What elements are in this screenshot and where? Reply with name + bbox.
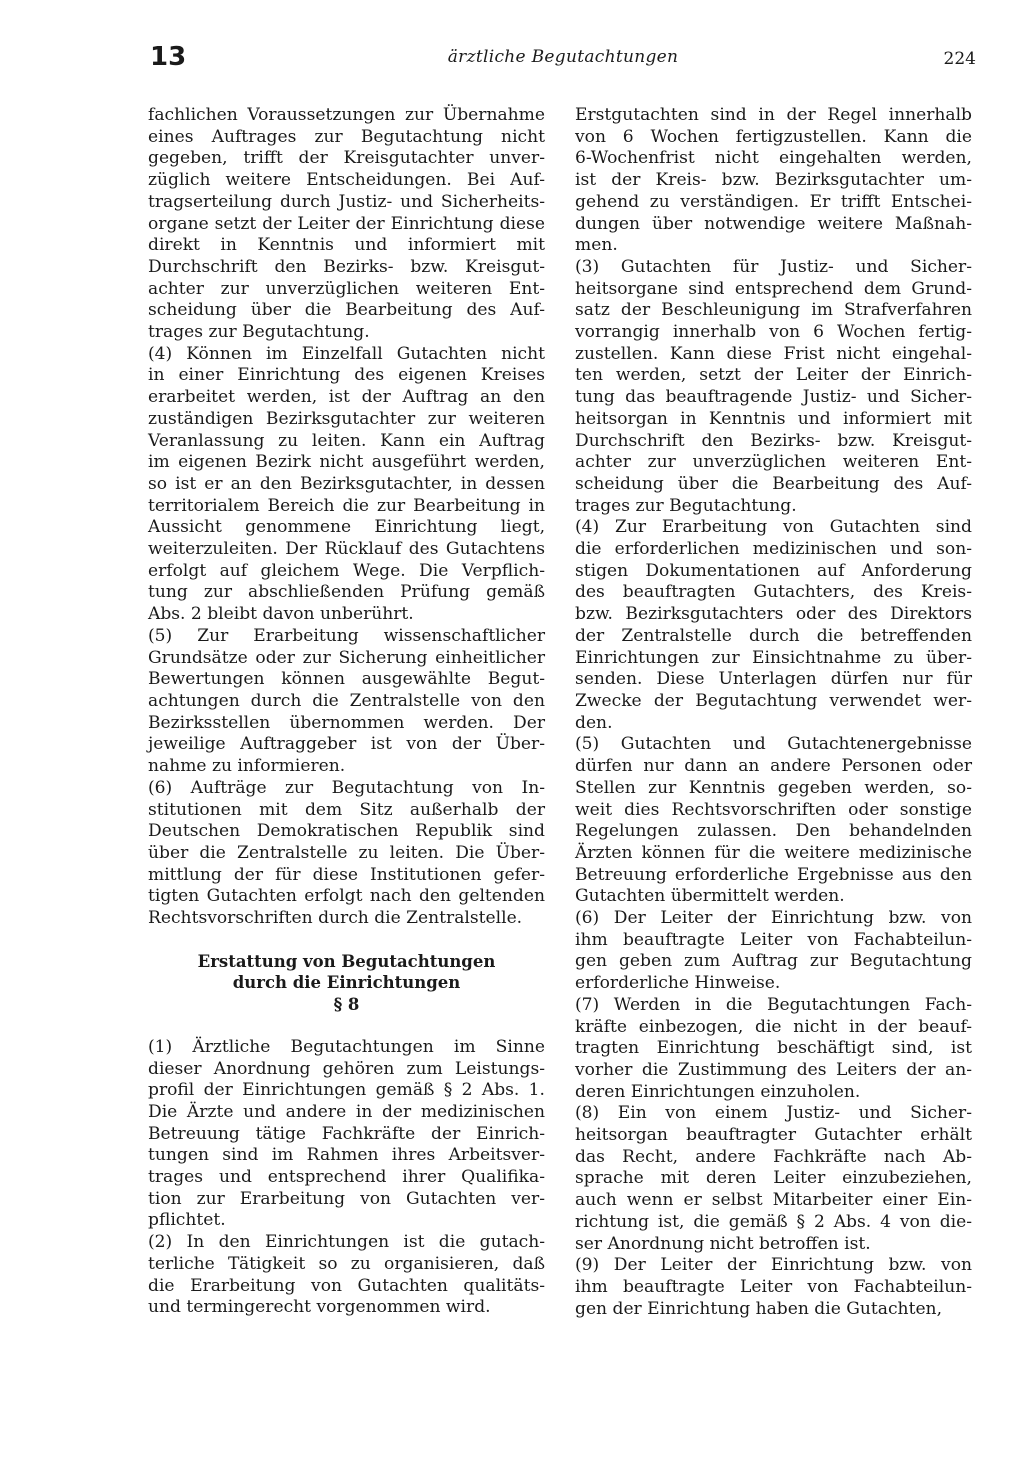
text-line: bzw. Bezirksgutachters oder des Direktors	[575, 604, 972, 625]
text-line: ser Anordnung nicht betroffen ist.	[575, 1233, 871, 1254]
text-line: trages und entsprechend ihrer Qualifika-	[148, 1167, 545, 1188]
text-line: erarbeitet werden, ist der Auftrag an den	[148, 387, 545, 408]
text-line: (6) Der Leiter der Einrichtung bzw. von	[575, 908, 972, 929]
section-heading: durch die Einrichtungen	[232, 973, 461, 993]
text-line: achter zur unverzüglichen weiteren Ent-	[148, 278, 545, 299]
text-line: Durchschrift den Bezirks- bzw. Kreisgut-	[148, 256, 545, 277]
text-line: Die Ärzte und andere in der medizinischen	[148, 1101, 545, 1122]
text-line: züglich weitere Entscheidungen. Bei Auf-	[148, 170, 545, 191]
text-line: richtung ist, die gemäß § 2 Abs. 4 von die-	[575, 1211, 972, 1232]
text-line: organe setzt der Leiter der Einrichtung diese	[148, 213, 545, 234]
text-line: gegeben, trifft der Kreisgutachter unver-	[148, 148, 545, 169]
text-line: gen geben zum Auftrag zur Begutachtung	[575, 951, 972, 972]
text-line: heitsorgan beauftragter Gutachter erhält	[575, 1125, 972, 1146]
text-line: der Zentralstelle durch die betreffenden	[575, 625, 972, 646]
text-line: Betreuung erforderliche Ergebnisse aus den	[575, 864, 972, 885]
text-line: tion zur Erarbeitung von Gutachten ver-	[148, 1188, 545, 1209]
text-line: deren Einrichtungen einzuholen.	[575, 1081, 861, 1102]
text-line: zuständigen Bezirksgutachter zur weiteren	[148, 408, 545, 429]
text-line: Stellen zur Kenntnis gegeben werden, so-	[575, 777, 972, 798]
text-line: scheidung über die Bearbeitung des Auf-	[575, 473, 972, 494]
text-line: dungen über notwendige weitere Maßnah-	[575, 213, 972, 234]
text-line: pflichtet.	[148, 1210, 226, 1231]
text-line: sprache mit deren Leiter einzubeziehen,	[575, 1168, 972, 1189]
text-line: Deutschen Demokratischen Republik sind	[148, 821, 545, 842]
text-line: Zwecke der Begutachtung verwendet wer-	[575, 690, 972, 711]
right-column	[575, 105, 972, 1320]
text-line: ten werden, setzt der Leiter der Einrich-	[575, 365, 972, 386]
text-line: stitutionen mit dem Sitz außerhalb der	[148, 799, 545, 820]
text-line: tung das beauftragende Justiz- und Sicher-	[575, 387, 972, 408]
text-line: die Erarbeitung von Gutachten qualitäts-	[148, 1275, 545, 1296]
text-line: satz der Beschleunigung im Strafverfahren	[575, 300, 972, 321]
text-line: so ist er an den Bezirksgutachter, in dessen	[148, 473, 545, 494]
left-paragraph	[148, 626, 545, 778]
text-line: heitsorgan in Kenntnis und informiert mit	[575, 408, 972, 429]
text-line: und termingerecht vorgenommen wird.	[148, 1297, 491, 1318]
text-line: (6) Aufträge zur Begutachtung von In-	[148, 777, 545, 798]
right-paragraph	[575, 257, 972, 517]
left-section-paragraph	[148, 1232, 545, 1319]
text-line: ihm beauftragte Leiter von Fachabteilun-	[575, 929, 972, 950]
text-line: Aussicht genommene Einrichtung liegt,	[148, 517, 545, 538]
text-line: trages zur Begutachtung.	[148, 322, 370, 343]
text-line: tigten Gutachten erfolgt nach den geltenden	[148, 886, 545, 907]
text-line: senden. Diese Unterlagen dürfen nur für	[575, 669, 972, 690]
text-line: ist der Kreis- bzw. Bezirksgutachter um-	[575, 170, 972, 191]
text-line: über die Zentralstelle zu leiten. Die Über-	[148, 842, 545, 863]
section-number: § 8	[333, 995, 360, 1015]
text-line: (1) Ärztliche Begutachtungen im Sinne	[148, 1036, 545, 1057]
text-line: (5) Gutachten und Gutachtenergebnisse	[575, 734, 972, 755]
right-paragraph	[575, 995, 972, 1104]
text-line: ihm beauftragte Leiter von Fachabteilun-	[575, 1276, 972, 1297]
text-line: Rechtsvorschriften durch die Zentralstelle.	[148, 908, 523, 929]
text-line: trages zur Begutachtung.	[575, 495, 797, 516]
text-line: Einrichtungen zur Einsichtnahme zu über-	[575, 647, 972, 668]
left-paragraph	[148, 778, 545, 930]
text-line: von 6 Wochen fertigzustellen. Kann die	[575, 126, 972, 147]
text-line: gehend zu verständigen. Er trifft Entschei-	[575, 191, 972, 212]
text-line: Veranlassung zu leiten. Kann ein Auftrag	[148, 430, 545, 451]
chapter-number: 13	[150, 42, 187, 72]
text-line: Grundsätze oder zur Sicherung einheitlicher	[148, 647, 545, 668]
text-line: im eigenen Bezirk nicht ausgeführt werden,	[148, 452, 545, 473]
text-line: achter zur unverzüglichen weiteren Ent-	[575, 452, 972, 473]
text-line: Ärzten können für die weitere medizinische	[575, 842, 972, 863]
right-paragraph	[575, 105, 972, 257]
text-line: heitsorgane sind entsprechend dem Grund-	[575, 278, 972, 299]
text-line: jeweilige Auftraggeber ist von der Über-	[148, 734, 545, 755]
text-line: Regelungen zulassen. Den behandelnden	[575, 821, 972, 842]
text-line: des beauftragten Gutachters, des Kreis-	[575, 582, 972, 603]
text-line: das Recht, andere Fachkräfte nach Ab-	[575, 1146, 972, 1167]
text-line: terliche Tätigkeit so zu organisieren, daß	[148, 1253, 545, 1274]
text-line: die erforderlichen medizinischen und son-	[575, 539, 972, 560]
right-paragraph	[575, 1255, 972, 1320]
text-line: (4) Können im Einzelfall Gutachten nicht	[148, 343, 545, 364]
text-line: erforderliche Hinweise.	[575, 973, 781, 994]
right-paragraph	[575, 1103, 972, 1255]
text-line: (5) Zur Erarbeitung wissenschaftlicher	[148, 625, 545, 646]
text-line: Erstgutachten sind in der Regel innerhalb	[575, 105, 972, 125]
section-heading: Erstattung von Begutachtungen	[197, 951, 496, 971]
text-line: tungen sind im Rahmen ihres Arbeitsver-	[148, 1145, 545, 1166]
running-title: ärztliche Begutachtungen	[447, 47, 679, 67]
right-paragraph	[575, 908, 972, 995]
text-line: Gutachten übermittelt werden.	[575, 886, 845, 907]
text-line: dürfen nur dann an andere Personen oder	[575, 756, 972, 777]
text-line: Durchschrift den Bezirks- bzw. Kreisgut-	[575, 430, 972, 451]
text-line: vorher die Zustimmung des Leiters der an-	[575, 1059, 972, 1080]
text-line: (7) Werden in die Begutachtungen Fach-	[575, 994, 972, 1015]
text-line: tragserteilung durch Justiz- und Sicherheits-	[148, 191, 545, 212]
text-line: (4) Zur Erarbeitung von Gutachten sind	[575, 517, 972, 538]
text-line: gen der Einrichtung haben die Gutachten,	[575, 1298, 942, 1319]
page-header	[150, 42, 976, 78]
text-line: auch wenn er selbst Mitarbeiter einer Ein-	[575, 1190, 972, 1211]
page-number: 224	[943, 49, 976, 69]
text-line: Betreuung tätige Fachkräfte der Einrich-	[148, 1123, 545, 1144]
text-line: direkt in Kenntnis und informiert mit	[148, 235, 545, 256]
text-line: weit dies Rechtsvorschriften oder sonstige	[575, 799, 972, 820]
text-line: Bewertungen können ausgewählte Begut-	[148, 669, 545, 690]
text-line: dieser Anordnung gehören zum Leistungs-	[148, 1058, 545, 1079]
text-line: Bezirksstellen übernommen werden. Der	[148, 712, 545, 733]
text-line: (8) Ein von einem Justiz- und Sicher-	[575, 1103, 972, 1124]
text-line: in einer Einrichtung des eigenen Kreises	[148, 365, 545, 386]
text-line: (9) Der Leiter der Einrichtung bzw. von	[575, 1255, 972, 1276]
text-line: tragten Einrichtung beschäftigt sind, ist	[575, 1038, 972, 1059]
right-paragraph	[575, 734, 972, 908]
text-line: zustellen. Kann diese Frist nicht eingehal-	[575, 343, 972, 364]
right-paragraph	[575, 517, 972, 734]
left-section-paragraph	[148, 1037, 545, 1232]
text-line: (2) In den Einrichtungen ist die gutach-	[148, 1232, 545, 1253]
left-column	[148, 105, 545, 1319]
text-line: mittlung der für diese Institutionen gefer-	[148, 864, 545, 885]
text-line: erfolgt auf gleichem Wege. Die Verpflich-	[148, 560, 545, 581]
text-line: scheidung über die Bearbeitung des Auf-	[148, 300, 545, 321]
text-line: den.	[575, 712, 613, 733]
text-line: kräfte einbezogen, die nicht in der beauf-	[575, 1016, 972, 1037]
text-line: Abs. 2 bleibt davon unberührt.	[148, 604, 414, 625]
text-line: weiterzuleiten. Der Rücklauf des Gutachtens	[148, 539, 545, 560]
text-line: (3) Gutachten für Justiz- und Sicher-	[575, 256, 972, 277]
text-line: 6-Wochenfrist nicht eingehalten werden,	[575, 148, 972, 169]
text-line: achtungen durch die Zentralstelle von den	[148, 690, 545, 711]
text-line: fachlichen Voraussetzungen zur Übernahme	[148, 105, 545, 125]
text-line: stigen Dokumentationen auf Anforderung	[575, 560, 972, 581]
text-line: vorrangig innerhalb von 6 Wochen fertig-	[575, 322, 972, 343]
left-paragraph	[148, 105, 545, 344]
text-line: territorialem Bereich die zur Bearbeitung in	[148, 495, 545, 516]
left-paragraph	[148, 344, 545, 626]
text-line: eines Auftrages zur Begutachtung nicht	[148, 126, 545, 147]
text-line: tung zur abschließenden Prüfung gemäß	[148, 582, 545, 603]
text-line: men.	[575, 235, 618, 256]
text-line: profil der Einrichtungen gemäß § 2 Abs. 1.	[148, 1080, 545, 1101]
text-line: nahme zu informieren.	[148, 756, 346, 777]
